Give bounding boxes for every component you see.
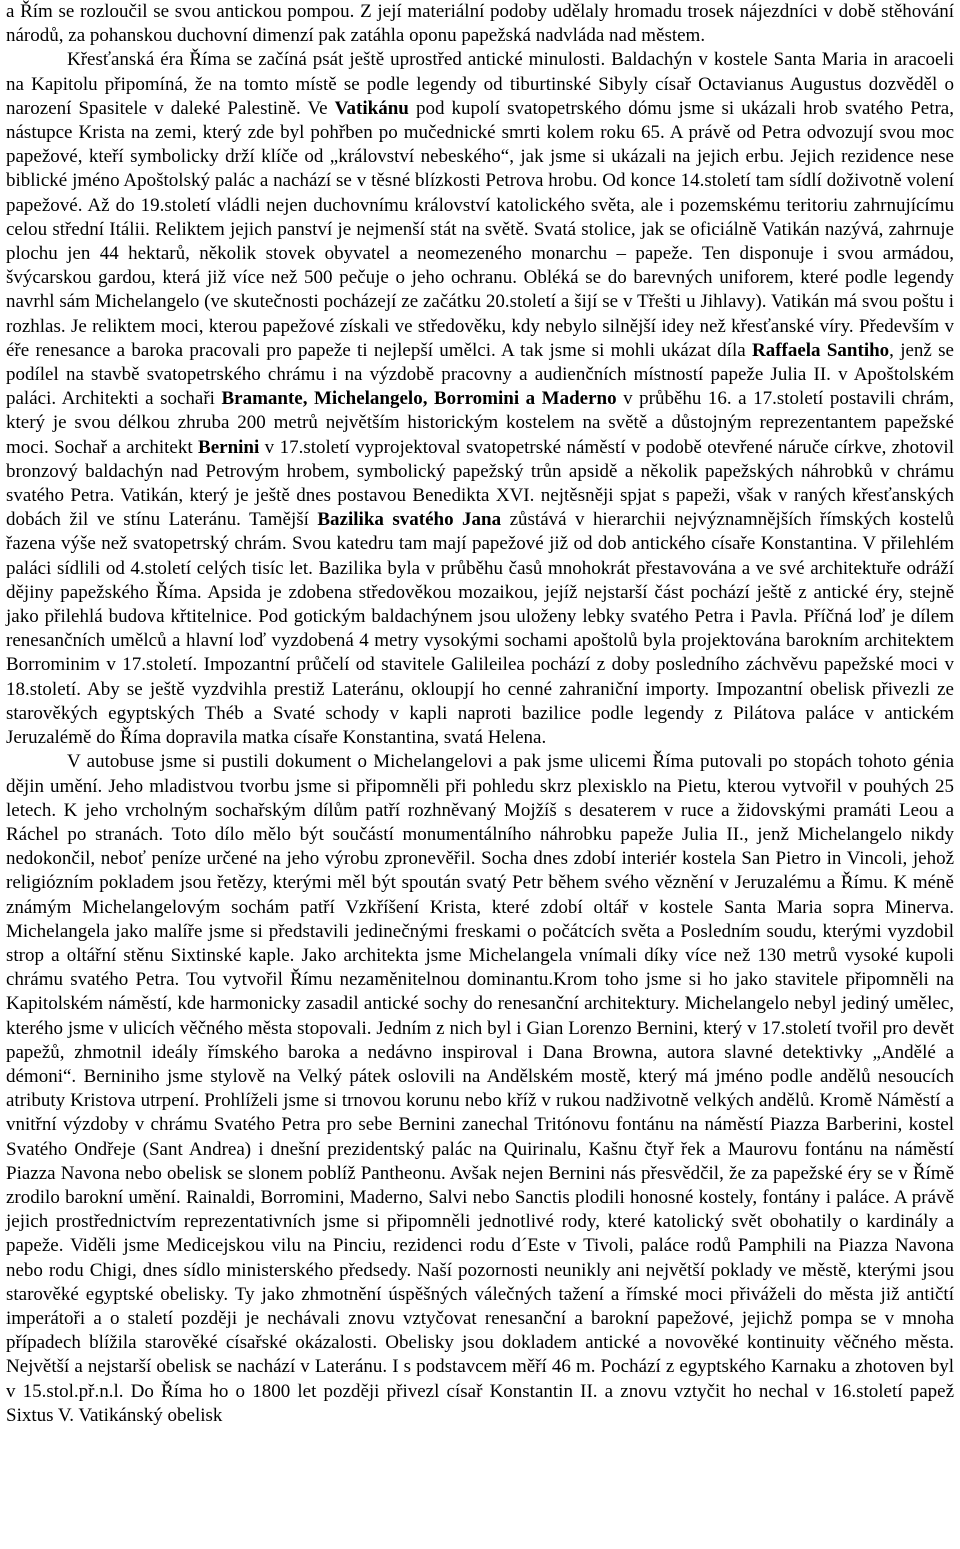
bold-raphael: Raffaela Santiho — [751, 339, 890, 361]
paragraph-christian-era — [6, 48, 954, 750]
text-run: V autobuse jsme si pustili dokument o Michelangelovi a pak jsme ulicemi Říma putovali po stopách tohoto génia dějin umění. Jeho mladistvou tvorbu jsme si připomněli při pohledu skrz plexisklo na Pietu, kterou vytvořil v pouhých 25 letech. K jeho vrcholným sochařským dílům patří rozhněvaný Mojžíš s desaterem v ruce a židovskými pramáti Leou a Ráchel po stranách. Toto dílo mělo být součástí monumentálního náhrobku papeže Julia II., jenž Michelangelo nikdy nedokončil, neboť peníze určené na jeho výrobu zpronevěřil. Socha dnes zdobí interiér kostela San Pietro in Vincoli, jehož religiózním pokladem jsou řetězy, kterými měl být spoután svatý Petr během svého věznění v Jeruzalému a Římu. K méně známým Michelangelovým sochám patří Vzkříšení Krista, které zdobí oltář v kostele Santa Maria sopra Minerva. Michelangela jako malíře jsme si představili jedinečnými freskami o počátcích světa a Posledním soudu, kterými vyzdobil strop a oltářní stěnu Sixtinské kaple. Jako architekta jsme Michelangela vnímali díky více než 130 metrů vysoké kupoli chrámu svatého Petra. Tou vytvořil Římu nezaměnitelnou dominantu.Krom toho jsme si ho jako stavitele připomněli na Kapitolském náměstí, kde harmonicky zasadil antické sochy do renesanční architektury. Michelangelo nebyl jediný umělec, kterého jsme v ulicích věčného města stopovali. Jedním z nich byl i Gian Lorenzo Bernini, který v 17.století tvořil pro devět papežů, zhmotnil ideály římského baroka a nedávno inspiroval i Dana Browna, autora slavné detektivky „Andělé a démoni“. Berniniho jsme stylově na Velký pátek oslovili na Andělském mostě, který má jméno podle andělů nesoucích atributy Kristova utrpení. Prohlíželi jsme si trnovou korunu nebo kříž v rukou nadživotně velkých andělů. Kromě Náměstí a vnitřní výzdoby v chrámu Svatého Petra pro sebe Bernini zanechal Tritónovu fontánu na náměstí Piazza Barberini, kostel Svatého Ondřeje (Sant Andrea) i dnešní prezidentský palác na Quirinalu, Kašnu čtyř řek a Maurovu fontánu na náměstí Piazza Navona nebo obelisk se slonem poblíž Pantheonu. Avšak nejen Bernini nás přesvědčil, že za papežské éry se v Římě zrodilo barokní umění. Rainaldi, Borromini, Maderno, Salvi nebo Sanctis plodili honosné kostely, fontány i paláce. A právě jejich prostřednictvím reprezentativních jsme si připomněli jednotlivé rody, které katolický svět obohatily o kardinály a papeže. Viděli jsme Medicejskou vilu na Pinciu, rezidenci rodu d´Este v Tivoli, paláce rodů Pamphili na Piazza Navona nebo rodu Chigi, dnes sídlo ministerského předsedy. Naší pozornosti neunikly ani největší poklady ve městě, kterými jsou starověké egyptské obelisky. Ty jako zhmotnění úspěšných válečných tažení a římské moci přiváželi do města již antičtí imperátoři a o staletí později je nechávali znovu vztyčovat renesanční a barokní papežové, jejichž pompa se v mnoha případech blížila starověké císařské okázalosti. Obelisky jsou dokladem antické a novověké kontinuity věčného města. Největší a nejstarší obelisk se nachází v Lateránu. I s podstavcem měří 46 m. Pochází z egyptského Karnaku a zhotoven byl v 15.stol.př.n.l. Do Říma ho o 1800 let později přivezl císař Konstantin II. a znovu vztyčit ho nechal v 16.století papež Sixtus V. Vatikánský obelisk — [6, 751, 954, 1426]
text-run: v průběhu 16. a 17.století postavili chrám, který je svou délkou zhruba 200 metrů největším historickým kostelem na světě a důstojným reprezentantem papežské moci. Sochař a architekt — [6, 388, 955, 458]
text-run: v 17.století vyprojektoval svatopetrské náměstí v podobě otevřené náruče církve, zhotovil bronzový baldachýn nad Petrovým hrobem, symbolický papežský trůn apsidě a několik papežských náhrobků v chrámu svatého Petra. Vatikán, který je ještě dnes postavou Benedikta XVI. nejtěsněji spjat s papeži, však v raných křesťanských dobách žil ve stínu Lateránu. Tamější — [6, 436, 954, 531]
bold-basilica-st-john: Bazilika svatého Jana — [317, 509, 502, 531]
text-run: zůstává v hierarchii nejvýznamnějších římských kostelů řazena výše než svatopetrský chrám. Svou katedru tam mají papežové již od dob antického císaře Konstantina. V přilehlém paláci sídlili od 4.století celých tisíc let. Bazilika byla v průběhu časů mnohokrát přestavována a ve své architektuře odráží dějiny papežského Říma. Apsida je zdobena středověkou mozaikou, jejíž nejstarší část pochází ještě z antické éry, stejně jako přilehlá budova křtitelnice. Pod gotickým baldachýnem jsou uloženy lebky svatého Petra i Pavla. Příčná loď je dílem renesančních umělců a hlavní loď vyzdobená 4 metry vysokými sochami apoštolů byla projektována barokním architektem Borrominim v 17.století. Impozantní průčelí od stavitele Galileilea pochází z doby posledního záchvěvu papežské moci v 18.století. Aby se ještě vyzdvihla prestiž Lateránu, okloupjí ho cenné zahraniční importy. Impozantní obelisk přivezli ze starověkých egyptských Théb a Svaté schody v kapli naproti bazilice podle legendy z Pilátova paláce v antickém Jeruzalémě do Říma dopravila matka císaře Konstantina, svatá Helena. — [6, 509, 954, 749]
text-run: Křesťanská éra Říma se začíná psát ještě uprostřed antické minulosti. Baldachýn v kostele Santa Maria in aracoeli na Kapitolu připomíná, že na tomto místě se podle legendy od tiburtinské Sibyly císař Octavianus Augustus dozvěděl o narození Spasitele v daleké Palestině. Ve — [6, 49, 954, 119]
bold-vatican: Vatikánu — [334, 97, 409, 119]
paragraph-rome-antiquity-end — [6, 0, 954, 48]
text-run: pod kupolí svatopetrského dómu jsme si ukázali hrob svatého Petra, nástupce Krista na zemi, který zde byl pohřben po mučednické smrti kolem roku 65. A právě od Petra odvozují svou moc papežové, kteří symbolicky drží klíče od „království nebeského“, jak jsme si ukázali na jejich erbu. Jejich rezidence nese biblické jméno Apoštolský palác a nachází se v těsné blízkosti Petrova hrobu. Od konce 14.století tam sídlí doživotně volení papežové. Až do 19.století vládli nejen duchovnímu království katolického světa, ale i pozemskému teritoriu zahrnujícímu celou střední Itálii. Reliktem jejich panství je nejmenší stát na světě. Svatá stolice, jak se oficiálně Vatikán nazývá, zahrnuje plochu jen 44 hektarů, několik stovek obyvatel a neomezeného monarchu – papeže. Ten disponuje i svou armádou, švýcarskou gardou, která již více než 500 pečuje o jeho ochranu. Obléká se do barevných uniforem, které podle legendy navrhl sám Michelangelo (ve skutečnosti pocházejí ze začátku 20.století a šijí se v Třešti u Jihlavy). Vatikán má svou poštu i rozhlas. Je reliktem moci, kterou papežové získali ve středověku, kdy nebylo silnější idey než křesťanské víry. Především v éře renesance a baroka pracovali pro papeže ti nejlepší umělci. A tak jsme si mohli ukázat díla — [6, 97, 954, 361]
text-run: , jenž se podílel na stavbě svatopetrského chrámu i na výzdobě pracovny a audienčních místností papeže Julia II. v Apoštolském paláci. Architekti a sochaři — [6, 339, 954, 410]
bold-bernini: Bernini — [198, 436, 260, 458]
bold-architects: Bramante, Michelangelo, Borromini a Maderno — [221, 388, 617, 410]
paragraph-michelangelo — [6, 750, 954, 1428]
text-run: a Řím se rozloučil se svou antickou pompou. Z její materiální podoby udělaly hromadu trosek nájezdníci v době stěhování národů, za pohanskou duchovní dimenzí pak zatáhla oponu papežská nadvláda nad městem. — [6, 1, 954, 47]
